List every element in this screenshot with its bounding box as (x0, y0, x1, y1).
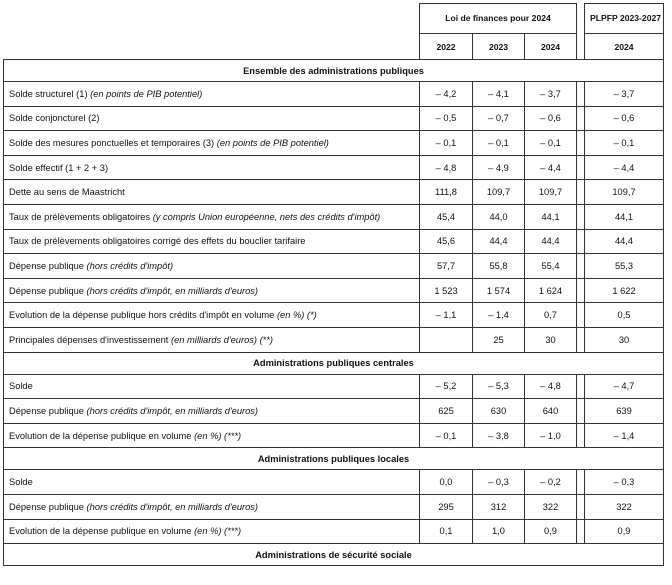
value-2022 (420, 327, 473, 352)
row-label-text: Solde structurel (1) (9, 88, 88, 99)
row-label (4, 303, 420, 328)
row-label-text: Dépense publique (9, 285, 84, 296)
table-row (4, 204, 664, 229)
header-year-2024: 2024 (525, 34, 577, 60)
row-label-text: Evolution de la dépense publique hors crédits d'impôt en volume (9, 310, 275, 321)
row-label-note: (en points de PIB potentiel) (216, 137, 329, 148)
header-year-plpfp: 2024 (585, 34, 664, 60)
value-plpfp-2024: 44,1 (585, 204, 664, 229)
row-label (4, 106, 420, 131)
row-label-text: Taux de prélèvements obligatoires (9, 211, 151, 222)
value-2023: – 5,3 (473, 374, 525, 399)
row-label-note: (y compris Union européenne, nets des crédits d'impôt) (152, 211, 381, 222)
value-plpfp-2024: 639 (585, 399, 664, 424)
row-label (4, 374, 420, 399)
value-2023: 109,7 (473, 180, 525, 205)
value-plpfp-2024: 55,3 (585, 254, 664, 279)
row-label-note: (en %) (***) (194, 430, 242, 441)
table-row (4, 155, 664, 180)
value-2023: – 0,7 (473, 106, 525, 131)
value-plpfp-2024: – 0,1 (585, 131, 664, 156)
gap-cell (577, 254, 585, 279)
value-2024: 1 624 (525, 278, 577, 303)
gap-cell (577, 519, 585, 544)
header-year-2023: 2023 (473, 34, 525, 60)
row-label-text: Dette au sens de Maastricht (9, 187, 125, 198)
gap-cell (577, 155, 585, 180)
public-finances-table (3, 3, 664, 566)
value-2024: – 0,2 (525, 470, 577, 495)
value-2023: 44,4 (473, 229, 525, 254)
value-2023: 312 (473, 494, 525, 519)
section-title: Administrations de sécurité sociale (4, 544, 664, 566)
row-label-note: (en %) (***) (194, 526, 242, 537)
value-2022: – 1,1 (420, 303, 473, 328)
gap-cell (577, 494, 585, 519)
row-label (4, 155, 420, 180)
value-2023: – 4,1 (473, 82, 525, 107)
value-2022: 57,7 (420, 254, 473, 279)
row-label (4, 423, 420, 448)
section-title: Ensemble des administrations publiques (4, 60, 664, 82)
row-label-text: Dépense publique (9, 405, 84, 416)
value-2022: 111,8 (420, 180, 473, 205)
value-2022: 295 (420, 494, 473, 519)
row-label-text: Evolution de la dépense publique en volume (9, 430, 192, 441)
value-2022: – 0,1 (420, 131, 473, 156)
table-row (4, 494, 664, 519)
table-row (4, 303, 664, 328)
row-label-text: Solde effectif (1 + 2 + 3) (9, 162, 109, 173)
value-2022: – 4,8 (420, 155, 473, 180)
value-2023: 630 (473, 399, 525, 424)
gap-cell (577, 131, 585, 156)
gap-cell (577, 399, 585, 424)
value-plpfp-2024: – 4,7 (585, 374, 664, 399)
section-header-row (4, 60, 664, 82)
value-2022: – 4,2 (420, 82, 473, 107)
value-2022: 45,6 (420, 229, 473, 254)
value-2022: 45,4 (420, 204, 473, 229)
table-row (4, 131, 664, 156)
header-blank-cell (4, 4, 420, 60)
value-2024: 0,9 (525, 519, 577, 544)
row-label (4, 82, 420, 107)
row-label (4, 180, 420, 205)
value-plpfp-2024: 109,7 (585, 180, 664, 205)
row-label-text: Solde conjoncturel (2) (9, 113, 100, 124)
row-label (4, 494, 420, 519)
value-plpfp-2024: 44,4 (585, 229, 664, 254)
value-plpfp-2024: – 1,4 (585, 423, 664, 448)
row-label-text: Evolution de la dépense publique en volume (9, 526, 192, 537)
value-2024: – 0,6 (525, 106, 577, 131)
gap-cell (577, 423, 585, 448)
row-label-note: (en milliards d'euros) (**) (171, 334, 274, 345)
value-2022: 1 523 (420, 278, 473, 303)
row-label-text: Principales dépenses d'investissement (9, 334, 169, 345)
table-row (4, 423, 664, 448)
value-2022: – 0,5 (420, 106, 473, 131)
table-row (4, 278, 664, 303)
value-2024: – 0,1 (525, 131, 577, 156)
value-2024: – 3,7 (525, 82, 577, 107)
row-label-note: (hors crédits d'impôt, en milliards d'euros) (86, 285, 259, 296)
row-label (4, 399, 420, 424)
value-2024: 44,4 (525, 229, 577, 254)
row-label-note: (en %) (*) (276, 310, 317, 321)
header-gap-cell (577, 4, 585, 60)
row-label (4, 131, 420, 156)
row-label-text: Solde (9, 477, 33, 488)
header-plpfp: PLPFP 2023-2027 (585, 4, 664, 34)
value-2023: – 1,4 (473, 303, 525, 328)
value-2023: 55,8 (473, 254, 525, 279)
row-label (4, 254, 420, 279)
value-plpfp-2024: 0,9 (585, 519, 664, 544)
value-2024: 55,4 (525, 254, 577, 279)
table-row (4, 82, 664, 107)
row-label-text: Solde des mesures ponctuelles et temporaires (3) (9, 137, 215, 148)
value-2022: 0,0 (420, 470, 473, 495)
value-plpfp-2024: 1 622 (585, 278, 664, 303)
value-2023: – 0,1 (473, 131, 525, 156)
row-label (4, 470, 420, 495)
gap-cell (577, 82, 585, 107)
row-label-note: (en points de PIB potentiel) (90, 88, 203, 99)
value-2023: 1 574 (473, 278, 525, 303)
row-label-text: Taux de prélèvements obligatoires corrigé des effets du bouclier tarifaire (9, 236, 306, 247)
row-label (4, 229, 420, 254)
gap-cell (577, 106, 585, 131)
table-row (4, 106, 664, 131)
value-plpfp-2024: – 3,7 (585, 82, 664, 107)
table-row (4, 327, 664, 352)
row-label (4, 204, 420, 229)
section-title: Administrations publiques centrales (4, 352, 664, 374)
table-body (4, 4, 664, 566)
value-2024: 109,7 (525, 180, 577, 205)
value-2024: 30 (525, 327, 577, 352)
value-2024: 640 (525, 399, 577, 424)
value-2024: – 1,0 (525, 423, 577, 448)
value-plpfp-2024: – 0,3 (585, 470, 664, 495)
gap-cell (577, 303, 585, 328)
value-2022: 625 (420, 399, 473, 424)
value-2024: – 4,8 (525, 374, 577, 399)
value-2023: 1,0 (473, 519, 525, 544)
table-row (4, 470, 664, 495)
value-plpfp-2024: 30 (585, 327, 664, 352)
header-year-2022: 2022 (420, 34, 473, 60)
gap-cell (577, 278, 585, 303)
value-2024: – 4,4 (525, 155, 577, 180)
gap-cell (577, 470, 585, 495)
section-header-row (4, 352, 664, 374)
row-label (4, 519, 420, 544)
table-row (4, 519, 664, 544)
row-label-text: Dépense publique (9, 501, 84, 512)
gap-cell (577, 229, 585, 254)
value-plpfp-2024: – 0,6 (585, 106, 664, 131)
row-label (4, 278, 420, 303)
row-label-text: Solde (9, 381, 33, 392)
gap-cell (577, 327, 585, 352)
gap-cell (577, 374, 585, 399)
value-plpfp-2024: 0,5 (585, 303, 664, 328)
row-label-note: (hors crédits d'impôt, en milliards d'euros) (86, 405, 259, 416)
table-row (4, 254, 664, 279)
value-2023: – 3,8 (473, 423, 525, 448)
value-2024: 0,7 (525, 303, 577, 328)
section-header-row (4, 544, 664, 566)
value-plpfp-2024: 322 (585, 494, 664, 519)
table-row (4, 180, 664, 205)
value-2024: 322 (525, 494, 577, 519)
row-label (4, 327, 420, 352)
value-2024: 44,1 (525, 204, 577, 229)
section-header-row (4, 448, 664, 470)
row-label-note: (hors crédits d'impôt, en milliards d'euros) (86, 501, 259, 512)
value-2022: 0,1 (420, 519, 473, 544)
gap-cell (577, 180, 585, 205)
value-2022: – 0,1 (420, 423, 473, 448)
table-row (4, 399, 664, 424)
value-2022: – 5,2 (420, 374, 473, 399)
table-row (4, 374, 664, 399)
header-group-row (4, 4, 664, 34)
gap-cell (577, 204, 585, 229)
row-label-text: Dépense publique (9, 260, 84, 271)
table-row (4, 229, 664, 254)
header-loi-de-finances: Loi de finances pour 2024 (420, 4, 577, 34)
value-2023: 44,0 (473, 204, 525, 229)
value-plpfp-2024: – 4,4 (585, 155, 664, 180)
row-label-note: (hors crédits d'impôt) (86, 260, 174, 271)
value-2023: 25 (473, 327, 525, 352)
value-2023: – 0,3 (473, 470, 525, 495)
value-2023: – 4,9 (473, 155, 525, 180)
section-title: Administrations publiques locales (4, 448, 664, 470)
